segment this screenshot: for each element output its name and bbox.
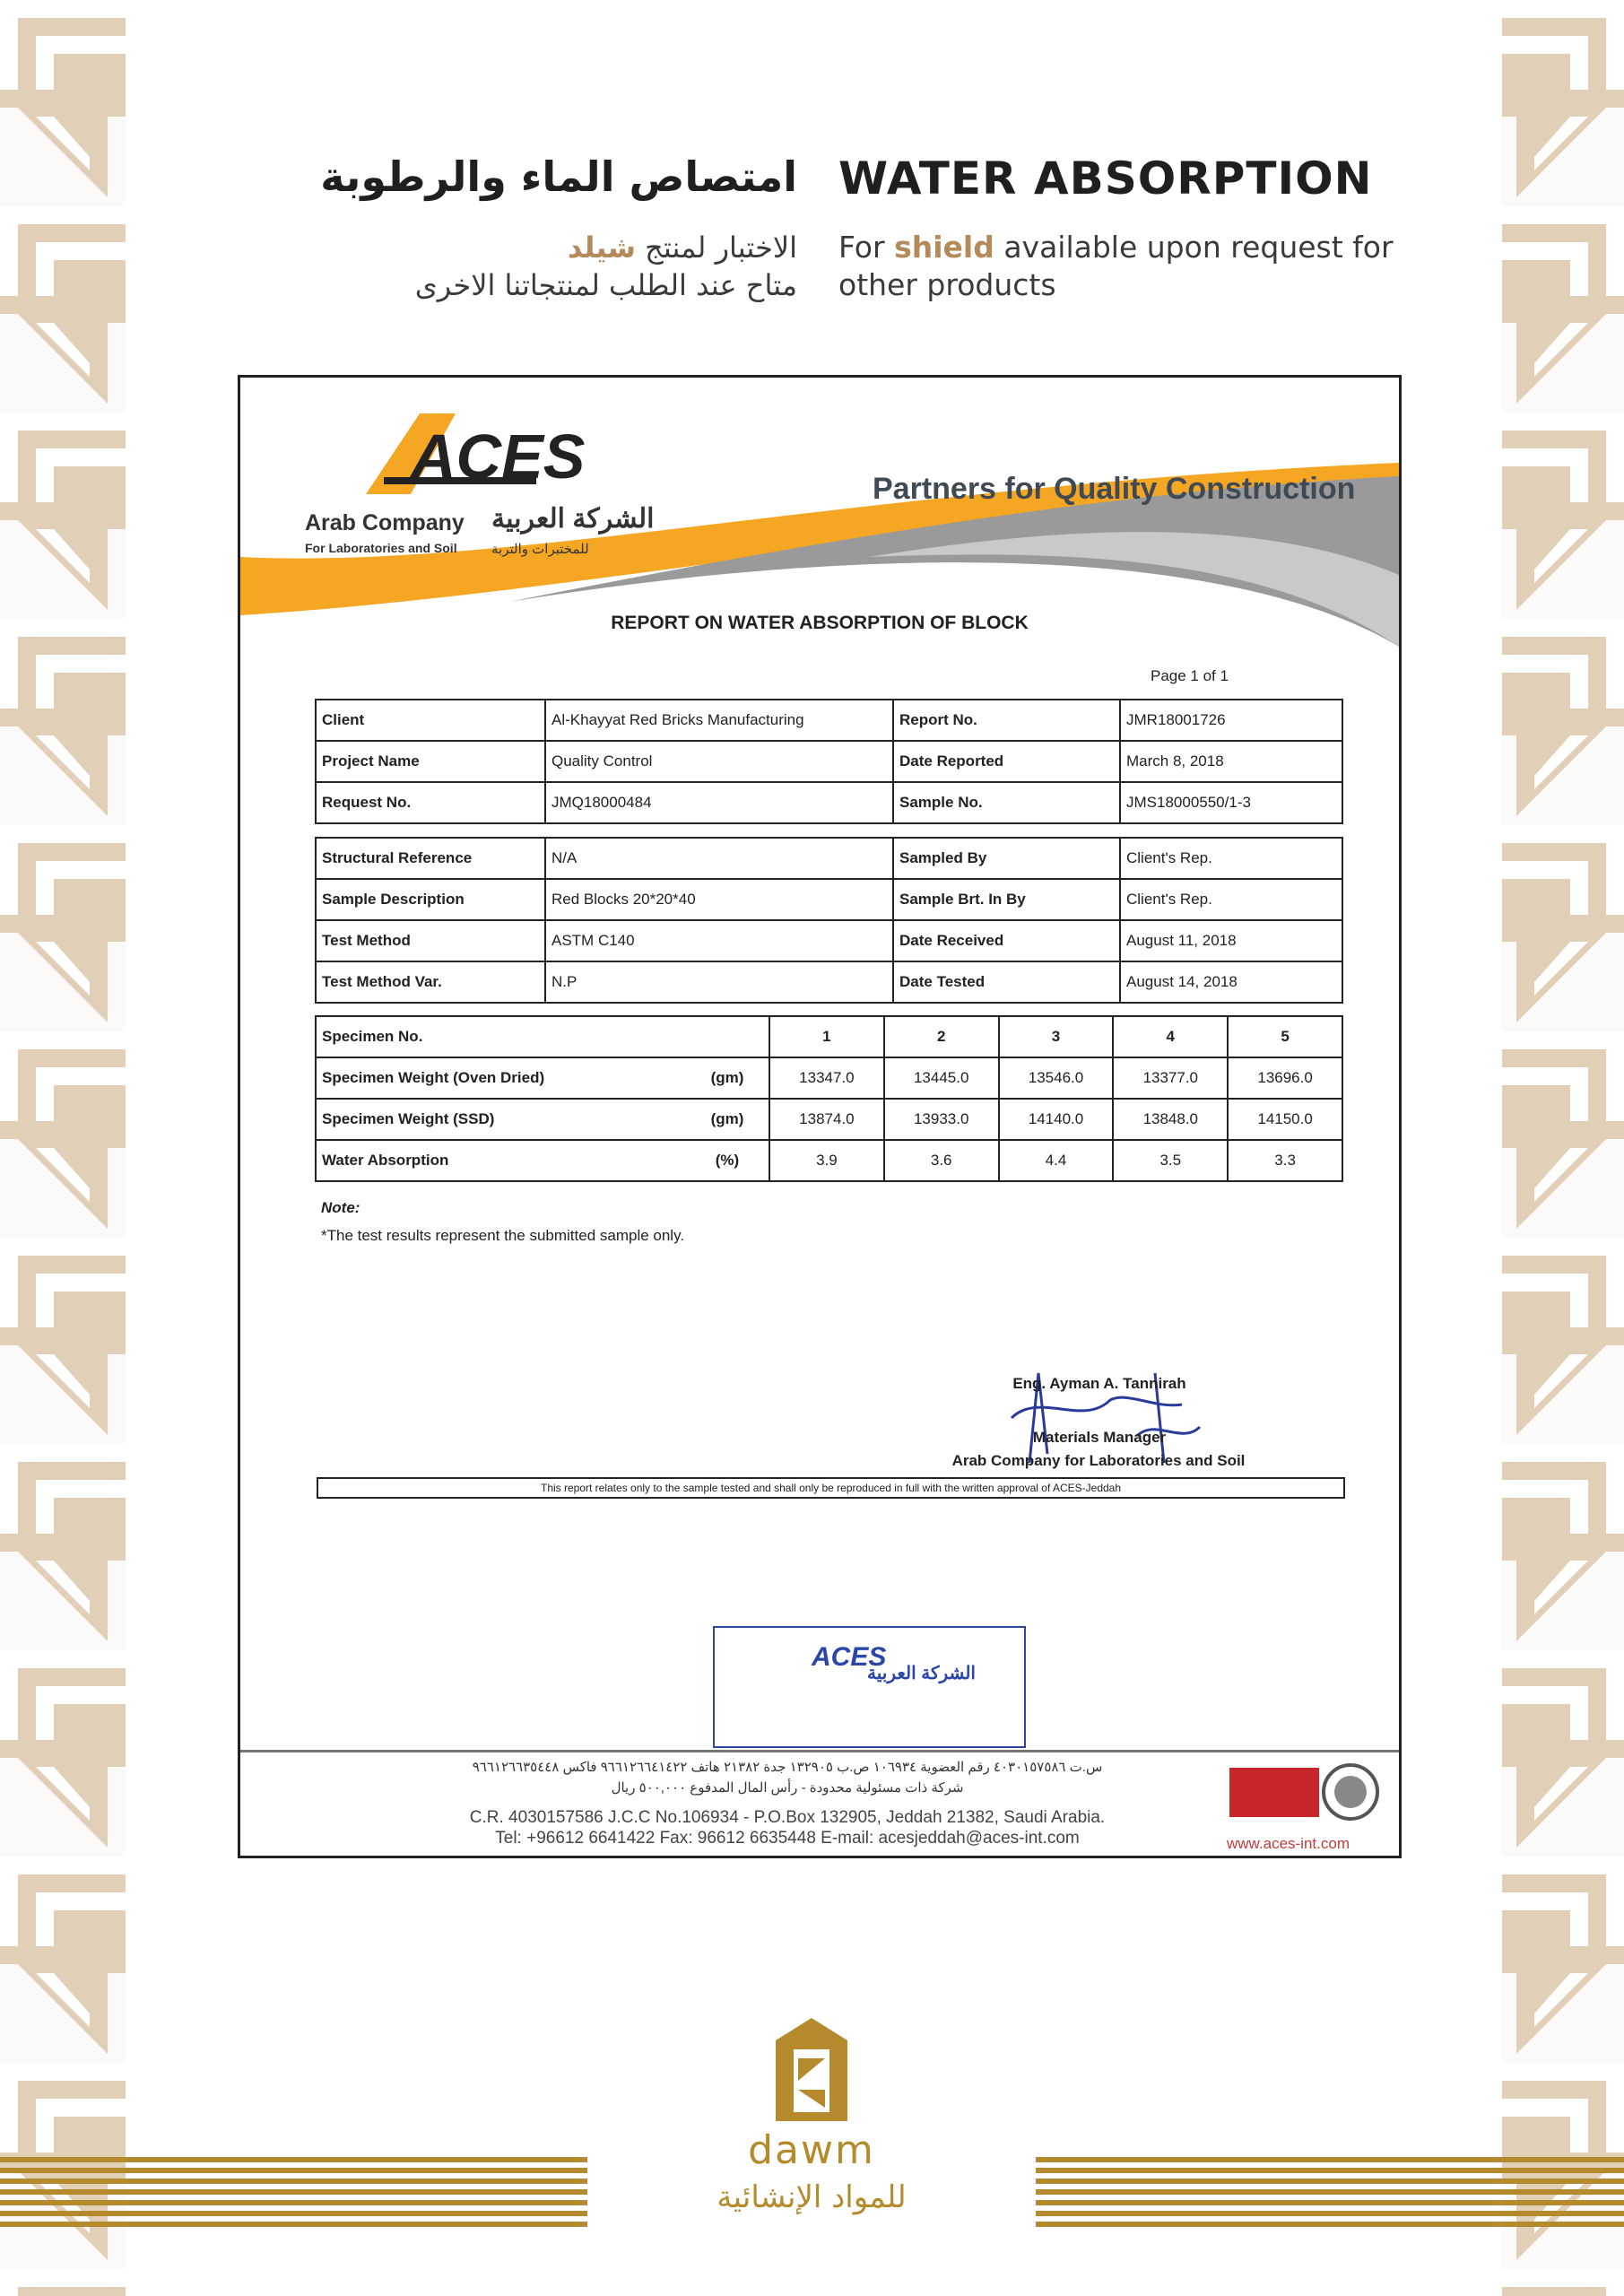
brand-name-latin: dawm: [748, 2127, 875, 2173]
brand-name-ar: للمواد الإنشائية: [716, 2179, 907, 2215]
info-value: N.P: [545, 961, 893, 1003]
info-row: [316, 961, 1342, 1003]
subtitle-ar-line2: متاح عند الطلب لمنتجاتنا الاخرى: [414, 268, 797, 302]
info-row: [316, 782, 1342, 823]
subtitle-en-rest: available upon request for other products: [838, 230, 1394, 302]
info-key: Date Tested: [893, 961, 1120, 1003]
info-value: N/A: [545, 838, 893, 879]
specimen-row-label: Water Absorption: [316, 1140, 686, 1181]
info-key: Date Reported: [893, 741, 1120, 782]
certification-badge-icon: [1229, 1759, 1382, 1831]
info-table-2-body: [316, 838, 1342, 1003]
company-name-ar: الشركة العربية: [491, 504, 655, 534]
footer-en-line1: C.R. 4030157586 J.C.C No.106934 - P.O.Box 132905, Jeddah 21382, Saudi Arabia.: [469, 1808, 1106, 1827]
right-pattern-border: [1502, 0, 1624, 2296]
specimen-value: 3.9: [769, 1140, 884, 1181]
specimen-value: 13377.0: [1113, 1057, 1228, 1099]
info-row: [316, 741, 1342, 782]
stamp-company-ar: الشركة العربية: [867, 1664, 976, 1683]
bottom-stripes-right: [1036, 2157, 1624, 2227]
info-value: Al-Khayyat Red Bricks Manufacturing: [545, 700, 893, 741]
info-value: August 11, 2018: [1120, 920, 1342, 961]
specimen-value: 13696.0: [1228, 1057, 1342, 1099]
info-value: Red Blocks 20*20*40: [545, 879, 893, 920]
info-key: Report No.: [893, 700, 1120, 741]
specimen-row: [316, 1140, 1342, 1181]
specimen-value: 13347.0: [769, 1057, 884, 1099]
specimen-value: 14150.0: [1228, 1099, 1342, 1140]
info-value: Client's Rep.: [1120, 879, 1342, 920]
lab-report: [238, 375, 1402, 1858]
company-sub-ar: للمختبرات والتربة: [491, 542, 589, 557]
specimen-number: 1: [769, 1016, 884, 1057]
specimen-value: 3.5: [1113, 1140, 1228, 1181]
subtitle-en-product: shield: [894, 230, 994, 265]
company-tagline: Partners for Quality Construction: [873, 472, 1356, 506]
info-key: Request No.: [316, 782, 545, 823]
specimen-value: 13874.0: [769, 1099, 884, 1140]
info-table-1: [315, 699, 1343, 824]
page-title-ar: امتصاص الماء والرطوبة: [320, 152, 797, 201]
info-key: Structural Reference: [316, 838, 545, 879]
specimen-value: 4.4: [999, 1140, 1114, 1181]
specimen-number: 5: [1228, 1016, 1342, 1057]
info-row: [316, 700, 1342, 741]
specimen-value: 13848.0: [1113, 1099, 1228, 1140]
info-key: Test Method Var.: [316, 961, 545, 1003]
subtitle-ar-product: شيلد: [567, 230, 636, 265]
report-disclaimer: This report relates only to the sample tested and shall only be reproduced in full with the written approval of ACES-Jeddah: [317, 1477, 1345, 1499]
info-table-2: [315, 837, 1343, 1004]
aces-logo-text: ACES: [411, 422, 586, 491]
subtitle-ar: [415, 229, 797, 304]
left-pattern-border: [0, 0, 126, 2296]
info-key: Client: [316, 700, 545, 741]
footer-website: www.aces-int.com: [1227, 1835, 1350, 1852]
info-row: [316, 920, 1342, 961]
bottom-stripes-left: [0, 2157, 587, 2227]
company-stamp: [713, 1626, 1026, 1748]
footer-divider: [240, 1750, 1399, 1752]
info-value: JMR18001726: [1120, 700, 1342, 741]
specimen-number: 2: [884, 1016, 999, 1057]
info-key: Sample Brt. In By: [893, 879, 1120, 920]
specimen-row: [316, 1057, 1342, 1099]
specimen-number: 3: [999, 1016, 1114, 1057]
info-value: Quality Control: [545, 741, 893, 782]
subtitle-en-prefix: For: [838, 230, 885, 265]
info-key: Test Method: [316, 920, 545, 961]
left-pattern-graphic: [0, 0, 126, 2296]
info-key: Sampled By: [893, 838, 1120, 879]
specimen-row-unit: (gm): [686, 1099, 769, 1140]
specimen-table-body: [316, 1016, 1342, 1181]
subtitle-ar-prefix: الاختبار لمنتج: [645, 230, 797, 265]
specimen-value: 13546.0: [999, 1057, 1114, 1099]
subtitle-en: [838, 229, 1394, 304]
specimen-value: 14140.0: [999, 1099, 1114, 1140]
specimen-value: 3.3: [1228, 1140, 1342, 1181]
footer-en-line2: Tel: +96612 6641422 Fax: 96612 6635448 E-mail: acesjeddah@aces-int.com: [495, 1829, 1080, 1848]
stamp-logo-text: ACES: [812, 1642, 887, 1672]
info-key: Sample Description: [316, 879, 545, 920]
specimen-row-label: Specimen Weight (SSD): [316, 1099, 686, 1140]
specimen-value: 13933.0: [884, 1099, 999, 1140]
specimen-number: 4: [1113, 1016, 1228, 1057]
info-value: Client's Rep.: [1120, 838, 1342, 879]
company-name-en: Arab Company: [305, 510, 465, 535]
page-number: Page 1 of 1: [1151, 667, 1229, 684]
specimen-row-unit: (%): [686, 1140, 769, 1181]
footer-ar-line2: شركة ذات مسئولية محدودة - رأس المال المدفوع ٥٠٠,٠٠٠ ريال: [611, 1780, 964, 1796]
note-text: *The test results represent the submitted sample only.: [321, 1227, 685, 1244]
info-value: March 8, 2018: [1120, 741, 1342, 782]
signer-name: Eng. Ayman A. Tannirah: [1012, 1375, 1186, 1392]
right-pattern-graphic: [1502, 0, 1624, 2296]
company-sub-en: For Laboratories and Soil: [305, 541, 457, 555]
brand-building-icon: [753, 2013, 870, 2126]
info-key: Sample No.: [893, 782, 1120, 823]
info-value: JMQ18000484: [545, 782, 893, 823]
info-value: JMS18000550/1-3: [1120, 782, 1342, 823]
signer-role: Materials Manager: [1032, 1429, 1167, 1446]
info-row: [316, 879, 1342, 920]
info-value: August 14, 2018: [1120, 961, 1342, 1003]
specimen-row: [316, 1099, 1342, 1140]
info-key: Date Received: [893, 920, 1120, 961]
specimen-header-label: Specimen No.: [316, 1016, 769, 1057]
specimen-header-row: [316, 1016, 1342, 1057]
signer-company: Arab Company for Laboratories and Soil: [951, 1452, 1246, 1469]
specimen-row-label: Specimen Weight (Oven Dried): [316, 1057, 686, 1099]
aces-logo: [357, 404, 586, 503]
footer-ar-line1: س.ت ٤٠٣٠١٥٧٥٨٦ رقم العضوية ١٠٦٩٣٤ ص.ب ١٣٢٩٠٥ جدة ٢١٣٨٢ هاتف ٩٦٦١٢٦٦٤١٤٢٢ فاكس ٩٦٦١٢٦٦٣٥٤٤٨: [472, 1760, 1103, 1775]
info-value: ASTM C140: [545, 920, 893, 961]
info-row: [316, 838, 1342, 879]
report-title: REPORT ON WATER ABSORPTION OF BLOCK: [611, 613, 1029, 633]
note-label: Note:: [321, 1199, 360, 1216]
info-table-1-body: [316, 700, 1342, 823]
specimen-table: [315, 1015, 1343, 1182]
page-title-en: WATER ABSORPTION: [838, 152, 1373, 204]
specimen-value: 3.6: [884, 1140, 999, 1181]
info-key: Project Name: [316, 741, 545, 782]
specimen-row-unit: (gm): [686, 1057, 769, 1099]
specimen-value: 13445.0: [884, 1057, 999, 1099]
